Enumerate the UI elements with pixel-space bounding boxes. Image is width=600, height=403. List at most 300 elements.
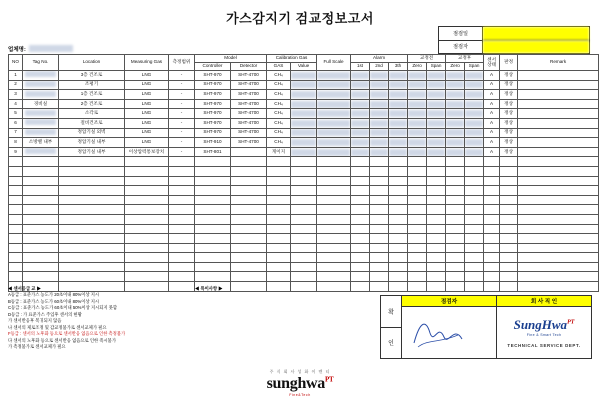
cell-empty (351, 186, 370, 196)
company-label: 업체명: (8, 46, 26, 53)
cell-judge: 정상 (500, 128, 518, 138)
cell-empty (195, 243, 231, 253)
cell-empty (169, 253, 195, 263)
cell-full-scale (317, 128, 351, 138)
th-model-controller: Controller (195, 63, 231, 71)
cell-tag-no: 소방밸 내부 (23, 138, 59, 148)
cell-empty (59, 166, 125, 176)
cell-detect-range: - (169, 118, 195, 128)
cell-alarm-2nd (370, 99, 389, 109)
cell-empty (446, 166, 465, 176)
cell-empty (267, 262, 291, 272)
cell-empty (317, 272, 351, 282)
cell-judge: 정상 (500, 99, 518, 109)
cell-tag-no (23, 128, 59, 138)
cell-after-span (465, 90, 484, 100)
cell-empty (125, 224, 169, 234)
cell-empty (500, 224, 518, 234)
cell-empty (484, 253, 500, 263)
cell-empty (389, 166, 408, 176)
cell-empty (389, 272, 408, 282)
cell-alarm-1st (351, 138, 370, 148)
cell-empty (125, 272, 169, 282)
cell-empty (291, 243, 317, 253)
cell-empty (231, 234, 267, 244)
redacted-value (465, 81, 483, 88)
cell-detect-range: - (169, 99, 195, 109)
cell-no: 3 (9, 90, 23, 100)
redacted-value (427, 101, 445, 108)
signature-right (402, 296, 591, 358)
cell-empty (59, 272, 125, 282)
cell-judge: 정상 (500, 138, 518, 148)
table-row[interactable] (9, 118, 599, 128)
redacted-value (408, 139, 426, 146)
inspector-value (483, 41, 589, 54)
cell-no: 9 (9, 147, 23, 157)
cell-empty (267, 205, 291, 215)
cell-detect-range: - (169, 71, 195, 81)
cell-model-detector: SHT-4700 (231, 71, 267, 81)
cell-cal-value (291, 99, 317, 109)
redacted-value (370, 120, 388, 127)
table-row[interactable] (9, 109, 599, 119)
cell-empty (427, 176, 446, 186)
cell-empty (518, 243, 599, 253)
table-row-empty[interactable] (9, 214, 599, 224)
cell-empty (484, 243, 500, 253)
cell-empty (351, 214, 370, 224)
table-header-row-1 (9, 55, 599, 63)
redacted-value (351, 91, 369, 98)
cell-empty (351, 234, 370, 244)
cell-empty (518, 262, 599, 272)
cell-empty (291, 214, 317, 224)
table-row[interactable] (9, 128, 599, 138)
cell-remark (518, 99, 599, 109)
th-before-span: Span (427, 63, 446, 71)
footer-korean-name: 주 식 회 사 성 화 이 엔 티 (269, 369, 331, 374)
table-row-empty[interactable] (9, 224, 599, 234)
cell-full-scale (317, 147, 351, 157)
cell-empty (169, 205, 195, 215)
signature-header-inspector: 점검자 (402, 296, 497, 307)
cell-empty (408, 195, 427, 205)
th-calib-before: 교정전 (408, 55, 446, 63)
redacted-value (465, 91, 483, 98)
cell-alarm-1st (351, 147, 370, 157)
table-row-empty[interactable] (9, 195, 599, 205)
cell-location: 정압기실 내부 (59, 138, 125, 148)
th-calib-after: 교정후 (446, 55, 484, 63)
table-row-empty[interactable] (9, 272, 599, 282)
redacted-value (291, 139, 316, 146)
note-red-1: 가 측정불가로 센서교체가 필요 (8, 343, 66, 349)
table-row-empty[interactable] (9, 243, 599, 253)
cell-empty (23, 234, 59, 244)
cell-empty (446, 224, 465, 234)
cell-empty (446, 214, 465, 224)
table-row-empty[interactable] (9, 262, 599, 272)
cell-empty (317, 157, 351, 167)
th-model-detector: Detector (231, 63, 267, 71)
cell-empty (231, 214, 267, 224)
cell-empty (231, 157, 267, 167)
th-alarm-2nd: 2nd (370, 63, 389, 71)
cell-empty (518, 282, 599, 292)
cell-empty (169, 186, 195, 196)
cell-empty (465, 262, 484, 272)
redacted-value (291, 110, 316, 117)
cell-after-span (465, 128, 484, 138)
cell-location: 절비건조로 (59, 118, 125, 128)
cell-judge: 정상 (500, 80, 518, 90)
redacted-value (351, 110, 369, 117)
redacted-value (408, 110, 426, 117)
confirm-char-2: 인 (388, 341, 394, 348)
cell-model-controller: SHT-910 (195, 138, 231, 148)
cell-alarm-3th (389, 118, 408, 128)
redacted-value (291, 101, 316, 108)
cell-judge: 정상 (500, 118, 518, 128)
footer-brand-pt: PT (325, 375, 334, 384)
note-sub-2: 다 센서의 노후화 등으로 센서반응 없음으로 인한 즉시불가 (8, 337, 116, 343)
cell-judge: 정상 (500, 147, 518, 157)
cell-empty (484, 166, 500, 176)
redacted-value (317, 129, 350, 136)
cell-empty (23, 214, 59, 224)
cell-empty (370, 214, 389, 224)
company-logo-text: SungHwa (513, 317, 568, 332)
table-row[interactable] (9, 80, 599, 90)
cell-empty (427, 224, 446, 234)
redacted-value (317, 149, 350, 156)
cell-after-zero (446, 109, 465, 119)
cell-empty (169, 157, 195, 167)
cell-judge: 정상 (500, 71, 518, 81)
cell-cal-gas: CH₄ (267, 118, 291, 128)
cell-empty (59, 234, 125, 244)
redacted-value (408, 120, 426, 127)
table-row[interactable] (9, 138, 599, 148)
cell-empty (370, 243, 389, 253)
redacted-value (370, 129, 388, 136)
cell-empty (125, 243, 169, 253)
cell-no: 7 (9, 128, 23, 138)
cell-remark (518, 118, 599, 128)
table-row-empty[interactable] (9, 186, 599, 196)
th-cal-gas: Calibration Gas (267, 55, 317, 63)
th-detect-range-main: 측정범위 (172, 59, 191, 65)
cell-empty (125, 176, 169, 186)
cell-empty (125, 157, 169, 167)
cell-empty (351, 262, 370, 272)
cell-empty (484, 282, 500, 292)
cell-empty (351, 166, 370, 176)
cell-no: 2 (9, 80, 23, 90)
cell-remark (518, 147, 599, 157)
cell-alarm-1st (351, 90, 370, 100)
th-alarm: Alarm (351, 55, 408, 63)
note-red-0: F등급 : 센서의 노후화 등으로 센서반응 없음으로 인한 측정불가 (8, 331, 126, 337)
cell-measuring-gas: LNG (125, 118, 169, 128)
redacted-value (351, 120, 369, 127)
company-logo (514, 317, 575, 333)
cell-location: 정압기실 내부 (59, 147, 125, 157)
special-notes-label: ◀ 특이사항 ▶ (195, 286, 223, 291)
cell-location: 2층 건조로 (59, 99, 125, 109)
cell-empty (125, 195, 169, 205)
cell-sensor-state: A (484, 109, 500, 119)
cell-empty (59, 186, 125, 196)
cell-empty (9, 157, 23, 167)
table-row[interactable] (9, 71, 599, 81)
cell-empty (465, 214, 484, 224)
cell-no: 4 (9, 99, 23, 109)
cell-empty (291, 166, 317, 176)
cell-empty (465, 234, 484, 244)
cell-before-span (427, 147, 446, 157)
cell-empty (370, 234, 389, 244)
cell-alarm-3th (389, 147, 408, 157)
cell-empty (9, 262, 23, 272)
th-full-scale (317, 55, 351, 71)
cell-empty (351, 176, 370, 186)
cell-empty (9, 272, 23, 282)
table-row-empty[interactable] (9, 166, 599, 176)
redacted-value (291, 129, 316, 136)
cell-after-zero (446, 118, 465, 128)
cell-empty (446, 186, 465, 196)
cell-empty (317, 205, 351, 215)
cell-measuring-gas: LNG (125, 138, 169, 148)
cell-alarm-3th (389, 128, 408, 138)
cell-empty (317, 224, 351, 234)
cell-alarm-2nd (370, 147, 389, 157)
inspector-signature-area (402, 307, 497, 358)
cell-empty (500, 195, 518, 205)
cell-model-controller: SHT-970 (195, 128, 231, 138)
cell-detect-range: - (169, 80, 195, 90)
cell-empty (195, 195, 231, 205)
cell-sensor-state: A (484, 80, 500, 90)
cell-empty (446, 282, 465, 292)
cell-empty (169, 224, 195, 234)
redacted-value (465, 110, 483, 117)
calibration-table (8, 54, 599, 292)
cell-empty (427, 262, 446, 272)
th-after-span: Span (465, 63, 484, 71)
table-row[interactable] (9, 147, 599, 157)
cell-empty (370, 186, 389, 196)
cell-empty (408, 157, 427, 167)
redacted-value (408, 129, 426, 136)
cell-full-scale (317, 109, 351, 119)
cell-empty (446, 205, 465, 215)
inspection-date-value (483, 27, 589, 41)
cell-full-scale (317, 71, 351, 81)
redacted-value (465, 149, 483, 156)
cell-empty (351, 195, 370, 205)
redacted-value (446, 129, 464, 136)
cell-empty (500, 166, 518, 176)
th-model: Model (195, 55, 267, 63)
cell-empty (518, 272, 599, 282)
cell-sensor-state: A (484, 71, 500, 81)
cell-empty (195, 214, 231, 224)
cell-empty (23, 224, 59, 234)
note-sub-1: 나 센서의 제로조정 및 감교정불가로 센서교체가 필요 (8, 324, 107, 330)
note-line-3: D등급 : 가 표준가스 주입후 센서의 현황 (8, 311, 82, 317)
cell-empty (23, 176, 59, 186)
cell-empty (169, 176, 195, 186)
company-logo-pt: PT (567, 319, 575, 326)
cell-empty (169, 272, 195, 282)
cell-empty (317, 195, 351, 205)
cell-empty (370, 195, 389, 205)
cell-alarm-3th (389, 71, 408, 81)
company-value (29, 45, 73, 52)
redacted-value (291, 149, 316, 156)
cell-after-span (465, 109, 484, 119)
cell-cal-value (291, 147, 317, 157)
cell-alarm-1st (351, 99, 370, 109)
redacted-value (465, 129, 483, 136)
cell-empty (484, 262, 500, 272)
th-measuring-gas (125, 55, 169, 71)
table-row-empty[interactable] (9, 205, 599, 215)
note-line-0: A등급 : 표준가스 농도가 20초이내 80%이상 지시 (8, 292, 100, 298)
table-row[interactable] (9, 90, 599, 100)
table-row-empty[interactable] (9, 176, 599, 186)
redacted-value (317, 72, 350, 79)
th-no: NO (9, 55, 23, 71)
cell-empty (231, 176, 267, 186)
cell-full-scale (317, 138, 351, 148)
redacted-value (317, 81, 350, 88)
cell-no: 5 (9, 109, 23, 119)
redacted-value (389, 120, 407, 127)
cell-empty (59, 157, 125, 167)
cell-alarm-1st (351, 118, 370, 128)
cell-empty (518, 234, 599, 244)
cell-empty (291, 186, 317, 196)
cell-empty (23, 195, 59, 205)
cell-after-span (465, 80, 484, 90)
cell-empty (408, 224, 427, 234)
cell-empty (446, 195, 465, 205)
cell-empty (500, 243, 518, 253)
th-tag-no-main: Tag No. (32, 59, 49, 65)
cell-empty (23, 205, 59, 215)
cell-empty (9, 186, 23, 196)
cell-before-zero (408, 138, 427, 148)
cell-empty (169, 243, 195, 253)
cell-empty (518, 224, 599, 234)
cell-cal-value (291, 118, 317, 128)
cell-after-span (465, 138, 484, 148)
th-cal-gas-value: Value (291, 63, 317, 71)
cell-location: 1층 건조로 (59, 90, 125, 100)
cell-empty (195, 253, 231, 263)
cell-empty (408, 282, 427, 292)
cell-location: 정압기실 외벽 (59, 128, 125, 138)
cell-remark (518, 138, 599, 148)
cell-empty (351, 205, 370, 215)
cell-empty (23, 186, 59, 196)
cell-after-zero (446, 71, 465, 81)
cell-empty (389, 282, 408, 292)
redacted-value (291, 91, 316, 98)
cell-empty (231, 224, 267, 234)
redacted-value (25, 71, 57, 77)
cell-alarm-2nd (370, 138, 389, 148)
redacted-value (25, 119, 57, 125)
redacted-value (370, 110, 388, 117)
cell-empty (59, 205, 125, 215)
table-row-empty[interactable] (9, 234, 599, 244)
cell-empty (231, 253, 267, 263)
redacted-value (317, 120, 350, 127)
cell-empty (267, 214, 291, 224)
cell-empty (291, 234, 317, 244)
cell-cal-gas: 게이지 (267, 147, 291, 157)
cell-empty (231, 166, 267, 176)
inspection-values (483, 27, 589, 53)
cell-empty (291, 272, 317, 282)
cell-full-scale (317, 80, 351, 90)
cell-empty (351, 282, 370, 292)
cell-empty (267, 224, 291, 234)
cell-alarm-1st (351, 128, 370, 138)
cell-detect-range: - (169, 90, 195, 100)
cell-empty (500, 186, 518, 196)
cell-location: 소각로 (59, 109, 125, 119)
page-title: 가스감지기 검교정보고서 (226, 11, 374, 26)
cell-empty (291, 282, 317, 292)
cell-empty (267, 176, 291, 186)
cell-empty (231, 186, 267, 196)
cell-model-controller: SHT-970 (195, 80, 231, 90)
table-row-empty[interactable] (9, 157, 599, 167)
cell-empty (484, 176, 500, 186)
cell-empty (351, 243, 370, 253)
cell-empty (446, 253, 465, 263)
table-row-empty[interactable] (9, 253, 599, 263)
cell-empty (370, 272, 389, 282)
cell-empty (518, 166, 599, 176)
cell-empty (9, 243, 23, 253)
cell-empty (125, 186, 169, 196)
cell-empty (370, 282, 389, 292)
footer-tagline: Fine&Tech (289, 393, 311, 397)
signature-header-company-seal: 회 사 직 인 (497, 296, 591, 307)
cell-model-controller: SHT-970 (195, 71, 231, 81)
redacted-value (427, 91, 445, 98)
cell-alarm-2nd (370, 90, 389, 100)
cell-cal-gas: CH₄ (267, 109, 291, 119)
cell-cal-value (291, 138, 317, 148)
cell-empty (267, 243, 291, 253)
cell-empty (518, 205, 599, 215)
cell-empty (195, 272, 231, 282)
cell-alarm-2nd (370, 118, 389, 128)
redacted-value (427, 81, 445, 88)
cell-after-zero (446, 90, 465, 100)
table-row[interactable] (9, 99, 599, 109)
cell-empty (169, 262, 195, 272)
cell-full-scale (317, 118, 351, 128)
